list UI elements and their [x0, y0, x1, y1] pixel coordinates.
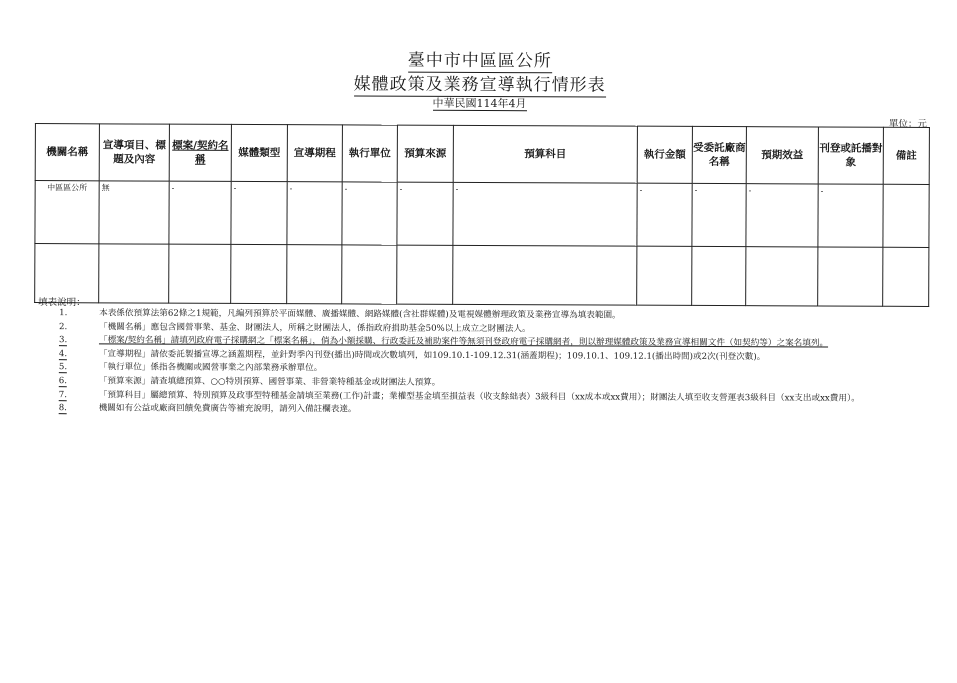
cell-remarks — [883, 184, 929, 247]
note-number: 8. — [58, 403, 67, 414]
cell-contract — [169, 244, 231, 303]
col-header-amount: 執行金額 — [637, 126, 692, 183]
note-text: 「標案/契約名稱」請填列政府電子採購網之「標案名稱」，倘為小額採購、行政委託及補助案件等無須刊登政府電子採購網者，則以辦理媒體政策及業務宣導相關文件（如契約等）之案名填列。 — [98, 335, 829, 349]
cell-budget-source: - — [397, 182, 453, 245]
cell-budget-item — [453, 245, 637, 305]
note-text: 本表係依預算法第62條之1規範，凡編列預算於平面媒體、廣播媒體、網路媒體(含社群媒體)及電視媒體辦理政策及業務宣導為填表範圍。 — [99, 308, 621, 321]
list-item — [56, 390, 936, 405]
cell-expected-benefit — [746, 247, 818, 306]
note-text: 「機關名稱」應包含國營事業、基金、財團法人，所稱之財團法人，係指政府捐助基金50%以上成立之財團法人。 — [99, 321, 531, 334]
list-item — [56, 349, 936, 364]
cell-contract: - — [169, 181, 231, 244]
cell-item: 無 — [99, 181, 169, 244]
list-item — [56, 403, 936, 418]
table-row — [35, 181, 929, 248]
cell-exec-unit: - — [342, 182, 397, 245]
col-header-contract: 標案/契約名稱 — [169, 124, 231, 181]
col-header-remarks: 備註 — [883, 127, 929, 184]
cell-agency: 中區區公所 — [35, 181, 99, 244]
cell-contractor — [692, 246, 746, 305]
cell-period: - — [287, 182, 342, 245]
list-item — [56, 335, 936, 350]
organization-name: 臺中市中區區公所 — [407, 50, 552, 72]
col-header-item: 宣導項目、標題及內容 — [99, 124, 169, 181]
execution-table — [34, 123, 930, 307]
table-header-row — [35, 124, 929, 185]
note-number: 4. — [58, 348, 68, 359]
table-row — [35, 244, 929, 307]
note-number: 3. — [58, 335, 68, 346]
col-header-target: 刊登或託播對象 — [818, 127, 883, 184]
cell-contractor: - — [692, 183, 746, 246]
col-header-agency: 機關名稱 — [35, 124, 99, 181]
col-header-exec-unit: 執行單位 — [342, 125, 397, 182]
cell-media-type: - — [231, 181, 287, 244]
note-text: 「執行單位」係指各機關或國營事業之內部業務承辦單位。 — [98, 362, 323, 374]
report-date: 中華民國114年4月 — [432, 96, 527, 111]
note-text: 機關如有公益或廠商回饋免費廣告等補充說明，請列入備註欄表達。 — [98, 403, 357, 415]
cell-expected-benefit: - — [746, 184, 818, 247]
note-text: 「預算科目」屬總預算、特別預算及政事型特種基金請填至業務(工作)計畫；業權型基金填至損益表（收支餘絀表）3級科目（xx成本或xx費用）；財團法人填至收支營運表3級科目（xx支出或xx費用）。 — [98, 389, 860, 404]
col-header-contractor: 受委託廠商名稱 — [692, 126, 746, 183]
list-item — [56, 322, 936, 337]
cell-target: - — [818, 184, 883, 247]
note-number: 7. — [58, 389, 67, 400]
cell-target — [818, 247, 883, 306]
list-item — [56, 363, 936, 378]
cell-amount: - — [637, 183, 692, 246]
notes-title: 填表說明： — [38, 297, 86, 309]
col-header-period: 宣導期程 — [287, 125, 342, 182]
cell-item — [99, 244, 169, 303]
report-title: 媒體政策及業務宣導執行情形表 — [353, 74, 606, 96]
cell-remarks — [883, 247, 929, 306]
note-number: 6. — [58, 376, 68, 387]
col-header-expected-benefit: 預期效益 — [746, 127, 818, 184]
note-number: 2. — [59, 321, 68, 332]
cell-exec-unit — [342, 245, 397, 304]
note-number: 1. — [59, 308, 68, 319]
col-header-budget-source: 預算來源 — [397, 125, 453, 182]
cell-period — [287, 245, 342, 304]
cell-amount — [637, 246, 692, 305]
list-item — [56, 376, 936, 391]
list-item — [56, 308, 936, 323]
col-header-budget-item: 預算科目 — [453, 125, 637, 183]
note-number: 5. — [58, 362, 68, 373]
notes-list — [56, 308, 936, 421]
currency-unit: 單位：元 — [888, 118, 927, 130]
note-text: 「宣導期程」請依委託製播宣導之涵蓋期程，並針對季內刊登(播出)時間或次數填列，如109.10.1-109.12.31(涵蓋期程)；109.10.1、109.12.1(播出時間)或2次(刊登次數)。 — [98, 349, 766, 363]
cell-budget-item: - — [453, 182, 637, 246]
cell-media-type — [231, 244, 287, 303]
cell-budget-source — [397, 245, 453, 304]
note-text: 「預算來源」請查填總預算、○○特別預算、國營事業、非營業特種基金或財團法人預算。 — [98, 376, 441, 388]
col-header-media-type: 媒體類型 — [231, 124, 287, 181]
